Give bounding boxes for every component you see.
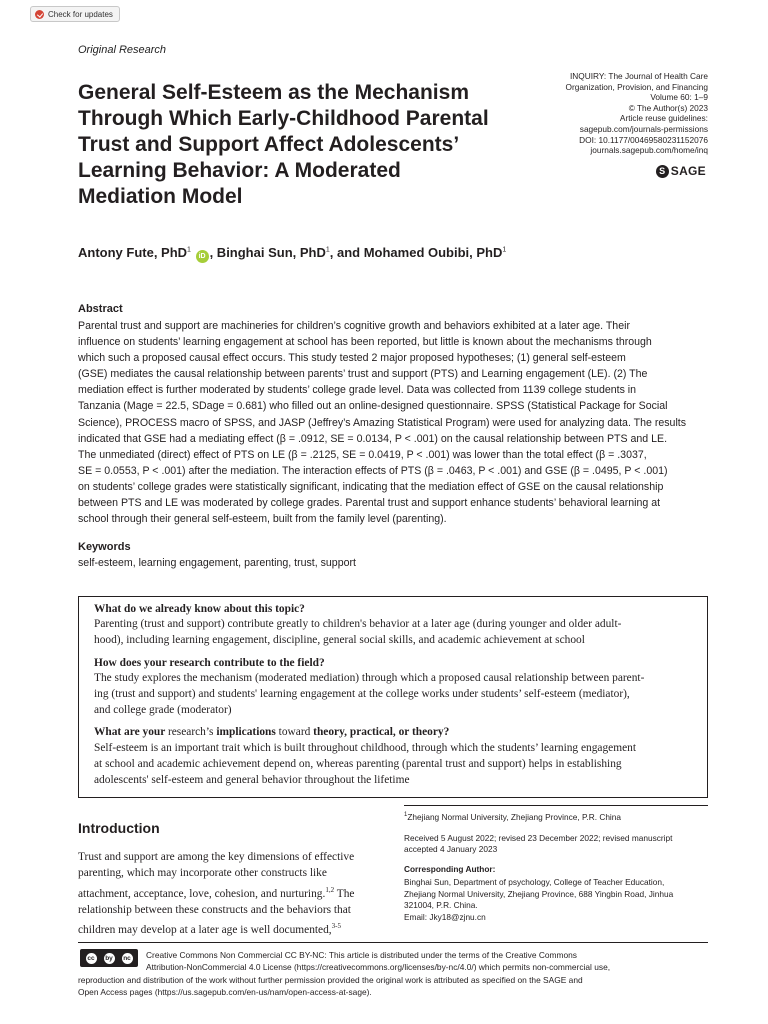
license-text bbox=[78, 949, 710, 999]
corr-line: Binghai Sun, Department of psychology, College of Teacher Education, bbox=[404, 877, 665, 887]
intro-line: parenting, which may incorporate other constructs like bbox=[78, 867, 327, 880]
journal-home-link[interactable]: journals.sagepub.com/home/inq bbox=[590, 145, 708, 156]
abstract-line: Science), PROCESS macro of SPSS, and JASP (Jeffrey’s Amazing Statistical Program) were used for analyzing data. The results bbox=[78, 416, 687, 429]
keywords-heading: Keywords bbox=[78, 541, 131, 553]
key-answer-1 bbox=[94, 617, 621, 649]
question-heading: How does your research contribute to the field? bbox=[94, 657, 325, 669]
answer-line: hood), including learning engagement, discipline, general social skills, and academic achievement at school bbox=[94, 633, 585, 646]
citation-link[interactable]: 1,2 bbox=[325, 885, 335, 894]
check-for-updates-button[interactable] bbox=[30, 6, 120, 22]
cc-icon: cc bbox=[87, 954, 95, 962]
nc-icon: nc bbox=[123, 954, 131, 962]
key-question-1 bbox=[94, 603, 305, 615]
answer-line: at school and academic achievement depend on, whereas parenting (parental trust and support) helps in establishing bbox=[94, 757, 622, 770]
question-part: toward bbox=[275, 726, 314, 738]
journal-line: Volume 60: 1–9 bbox=[650, 92, 708, 103]
intro-line bbox=[78, 882, 384, 902]
abstract-line: SE = 0.0553, P < .001) after the mediation. The interaction effects of PTS (β = .0463, P < .001) and GSE (β = .0495, P < .001) bbox=[78, 464, 668, 477]
key-question-3 bbox=[94, 726, 449, 738]
key-question-2 bbox=[94, 657, 325, 669]
affiliation bbox=[404, 812, 621, 822]
license-line: Attribution-NonCommercial 4.0 License (https://creativecommons.org/licenses/by-nc/4.0/) which permits non-commercial use, bbox=[146, 962, 611, 973]
journal-line: © The Author(s) 2023 bbox=[628, 102, 708, 113]
abstract-heading: Abstract bbox=[78, 303, 123, 315]
author-name: , and Mohamed Oubibi, PhD bbox=[329, 245, 503, 260]
introduction-heading: Introduction bbox=[78, 820, 160, 836]
title-line: Mediation Model bbox=[78, 185, 243, 208]
license-line: Creative Commons Non Commercial CC BY-NC: This article is distributed under the terms of the Creative Commons bbox=[146, 950, 577, 960]
received-line: accepted 4 January 2023 bbox=[404, 844, 498, 855]
affiliation-marker: 1 bbox=[325, 246, 330, 254]
journal-line: INQUIRY: The Journal of Health Care bbox=[569, 71, 708, 81]
question-part: research’s bbox=[167, 726, 217, 738]
title-line: Trust and Support Affect Adolescents’ bbox=[78, 133, 460, 156]
sage-icon: S bbox=[656, 165, 669, 178]
license-line: reproduction and distribution of the work without further permission provided the original work is attributed as specified on the SAGE and bbox=[78, 974, 583, 985]
abstract-line: school through their general self-esteem, built from the family level (parenting). bbox=[78, 513, 447, 526]
abstract-line: on students’ college grades were statistically significant, indicating that the mediation effect of GSE on the causal relationship bbox=[78, 480, 664, 493]
introduction-body bbox=[78, 849, 384, 939]
citation-link[interactable]: 3-5 bbox=[331, 922, 342, 931]
abstract-line: Parental trust and support are machineries for children’s cognitive growth and behaviors exhibited at a later age. Their bbox=[78, 320, 630, 332]
answer-line: and college grade (moderator) bbox=[94, 703, 232, 716]
question-heading bbox=[94, 726, 449, 738]
answer-line: ing (trust and support) and students' learning engagement at the college works under students’ self-esteem (mediator), bbox=[94, 687, 630, 700]
question-heading: What do we already know about this topic? bbox=[94, 603, 305, 615]
check-for-updates-label: Check for updates bbox=[48, 9, 113, 19]
key-answer-2 bbox=[94, 671, 644, 718]
title-line: Learning Behavior: A Moderated bbox=[78, 159, 401, 182]
orcid-icon[interactable]: iD bbox=[196, 250, 209, 263]
article-title bbox=[78, 80, 548, 210]
by-icon: by bbox=[105, 954, 113, 962]
corr-email[interactable]: Email: Jky18@zjnu.cn bbox=[404, 911, 486, 922]
abstract-line: influence on students’ learning engagement at school has been reported, but little is known about the mechanisms through bbox=[78, 336, 652, 349]
abstract-line: which such a proposed causal effect occurs. This study tested 2 major proposed hypotheses; (1) general self-esteem bbox=[78, 352, 626, 365]
intro-text: children may develop at a later age is well documented, bbox=[78, 924, 332, 937]
answer-line: The study explores the mechanism (moderated mediation) through which a proposed causal relationship between parent- bbox=[94, 672, 645, 684]
author-name: , Binghai Sun, PhD bbox=[209, 245, 326, 260]
abstract-line: mediation effect is further moderated by students’ college grade level. Data was collected from 1139 college students in bbox=[78, 384, 637, 397]
intro-text: attachment, acceptance, love, cohesion, and nurturing. bbox=[78, 887, 326, 900]
license-line: Open Access pages (https://us.sagepub.com/en-us/nam/open-access-at-sage). bbox=[78, 987, 372, 998]
title-line: General Self-Esteem as the Mechanism bbox=[78, 81, 469, 104]
check-icon bbox=[35, 10, 44, 19]
abstract-line: indicated that GSE had a mediating effect (β = .0912, SE = 0.0134, P < .001) on the causal relationship between PTS and LE. bbox=[78, 432, 668, 445]
journal-line: Article reuse guidelines: bbox=[619, 113, 708, 124]
sage-logo bbox=[656, 164, 706, 178]
question-part: What are your bbox=[94, 726, 168, 738]
abstract-line: between PTS and LE was moderated by college grades. Parental trust and support enhance students’ behavioral learning at bbox=[78, 497, 661, 510]
abstract-body bbox=[78, 318, 710, 527]
corr-line: Zhejiang Normal University, Zhejiang Province, 688 Yingbin Road, Jinhua bbox=[404, 888, 674, 899]
affiliation-marker: 1 bbox=[502, 246, 507, 254]
abstract-line: The unmediated (direct) effect of PTS on LE (β = .2125, SE = 0.0419, P < .001) was lower than the total effect (β = .3037, bbox=[78, 448, 647, 461]
question-part: implications bbox=[216, 726, 276, 738]
corresponding-author-details bbox=[404, 877, 714, 923]
received-line: Received 5 August 2022; revised 23 December 2022; revised manuscript bbox=[404, 833, 673, 843]
intro-line: relationship between these constructs and the behaviors that bbox=[78, 904, 351, 917]
doi-line[interactable]: DOI: 10.1177/00469580231152076 bbox=[579, 134, 708, 145]
author-name: Antony Fute, PhD bbox=[78, 245, 188, 260]
intro-line bbox=[78, 918, 384, 938]
abstract-line: Tanzania (Mage = 22.5, SDage = 0.681) who filled out an online-designed questionnaire. SPSS (Statistical Package for Social bbox=[78, 400, 668, 413]
keywords-list: self-esteem, learning engagement, parenting, trust, support bbox=[78, 557, 356, 569]
article-type-label: Original Research bbox=[78, 44, 167, 56]
answer-line: adolescents' self-esteem and general behavior throughout the lifetime bbox=[94, 773, 410, 786]
affiliation-marker: 1 bbox=[404, 812, 408, 819]
license-divider bbox=[78, 942, 708, 943]
received-dates bbox=[404, 833, 714, 855]
key-answer-3 bbox=[94, 741, 636, 788]
question-part: theory, practical, or theory? bbox=[313, 726, 450, 738]
footnote-divider bbox=[404, 805, 708, 806]
corr-line: 321004, P.R. China. bbox=[404, 900, 478, 910]
answer-line: Parenting (trust and support) contribute greatly to children's behavior at a later age (during younger and older adult- bbox=[94, 618, 622, 630]
author-list bbox=[78, 245, 506, 263]
journal-info bbox=[488, 71, 708, 156]
permissions-link[interactable]: sagepub.com/journals-permissions bbox=[579, 123, 708, 134]
journal-line: Organization, Provision, and Financing bbox=[565, 81, 708, 92]
answer-line: Self-esteem is an important trait which is built throughout childhood, through which the students’ learning engagement bbox=[94, 742, 636, 754]
title-line: Through Which Early-Childhood Parental bbox=[78, 107, 489, 130]
sage-label: SAGE bbox=[670, 164, 706, 178]
affiliation-text: Zhejiang Normal University, Zhejiang Province, P.R. China bbox=[407, 812, 622, 822]
affiliation-marker: 1 bbox=[187, 246, 191, 254]
intro-line: Trust and support are among the key dimensions of effective bbox=[78, 851, 355, 863]
corresponding-author-heading: Corresponding Author: bbox=[404, 864, 496, 874]
intro-text: The bbox=[334, 887, 355, 900]
abstract-line: (GSE) mediates the causal relationship between parents’ trust and support (PTS) and Learning engagement (LE). (2) The bbox=[78, 368, 648, 381]
